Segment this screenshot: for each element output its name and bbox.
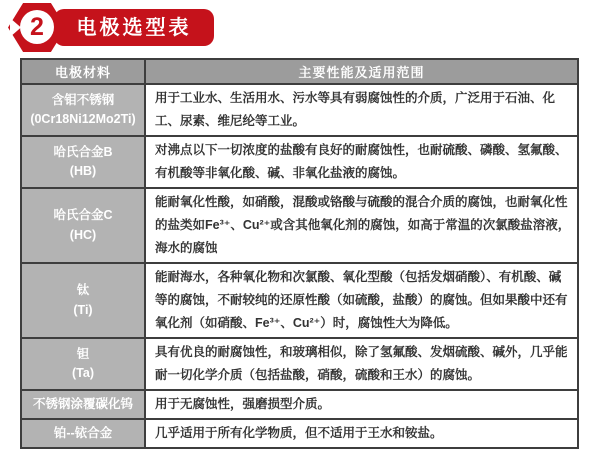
table-row	[21, 263, 578, 338]
description-cell: 能耐海水，各种氧化物和次氯酸、氧化型酸（包括发烟硝酸）、有机酸、碱等的腐蚀，不耐较纯的还原性酸（如硫酸，盐酸）的腐蚀。但如果酸中还有氧化剂（如硝酸、Fe³⁺、Cu²⁺）时，腐蚀性大为降低。	[145, 263, 578, 338]
description-cell: 能耐氧化性酸，如硝酸，混酸或铬酸与硫酸的混合介质的腐蚀，也耐氧化性的盐类如Fe³⁺、Cu²⁺或含其他氧化剂的腐蚀，如高于常温的次氯酸盐溶液，海水的腐蚀	[145, 188, 578, 263]
table-row	[21, 136, 578, 188]
badge-circle	[20, 10, 54, 44]
material-name: 铂--铱合金	[53, 425, 113, 440]
material-name: 哈氏合金C	[53, 208, 113, 223]
material-cell	[21, 84, 145, 136]
column-header-material: 电极材料	[21, 59, 145, 84]
table-row	[21, 84, 578, 136]
material-cell	[21, 136, 145, 188]
table-header-row	[21, 59, 578, 84]
table-row	[21, 338, 578, 390]
material-code: (HB)	[69, 164, 97, 178]
description-cell: 具有优良的耐腐蚀性，和玻璃相似，除了氢氟酸、发烟硫酸、碱外，几乎能耐一切化学介质（包括盐酸，硝酸，硫酸和王水）的腐蚀。	[145, 338, 578, 390]
material-name: 钛	[76, 283, 90, 298]
description-cell: 用于工业水、生活用水、污水等具有弱腐蚀性的介质，广泛用于石油、化工、尿素、维尼纶等工业。	[145, 84, 578, 136]
description-cell: 用于无腐蚀性，强磨损型介质。	[145, 390, 578, 419]
table-row	[21, 188, 578, 263]
page-title: 电极选型表	[76, 16, 192, 39]
description-cell: 几乎适用于所有化学物质，但不适用于王水和铵盐。	[145, 419, 578, 448]
material-code: (0Cr18Ni12Mo2Ti)	[30, 112, 136, 126]
material-code: (Ta)	[72, 366, 94, 380]
material-cell	[21, 419, 145, 448]
column-header-performance: 主要性能及适用范围	[145, 59, 578, 84]
material-name: 钽	[76, 346, 90, 361]
material-cell	[21, 390, 145, 419]
material-code: (HC)	[69, 227, 97, 242]
material-cell	[21, 188, 145, 263]
material-code: (Ti)	[73, 302, 93, 317]
description-cell: 对沸点以下一切浓度的盐酸有良好的耐腐蚀性，也耐硫酸、磷酸、氢氟酸、有机酸等非氧化酸、碱、非氧化盐液的腐蚀。	[145, 136, 578, 188]
material-name: 不锈钢涂覆碳化钨	[32, 396, 133, 411]
table-row	[21, 419, 578, 448]
title-banner	[54, 9, 214, 46]
badge-number: 2	[30, 12, 44, 41]
material-name: 哈氏合金B	[53, 144, 113, 159]
table-row	[21, 390, 578, 419]
material-cell	[21, 338, 145, 390]
electrode-selection-table	[20, 58, 579, 449]
material-cell	[21, 263, 145, 338]
material-name: 含钼不锈钢	[51, 92, 115, 107]
